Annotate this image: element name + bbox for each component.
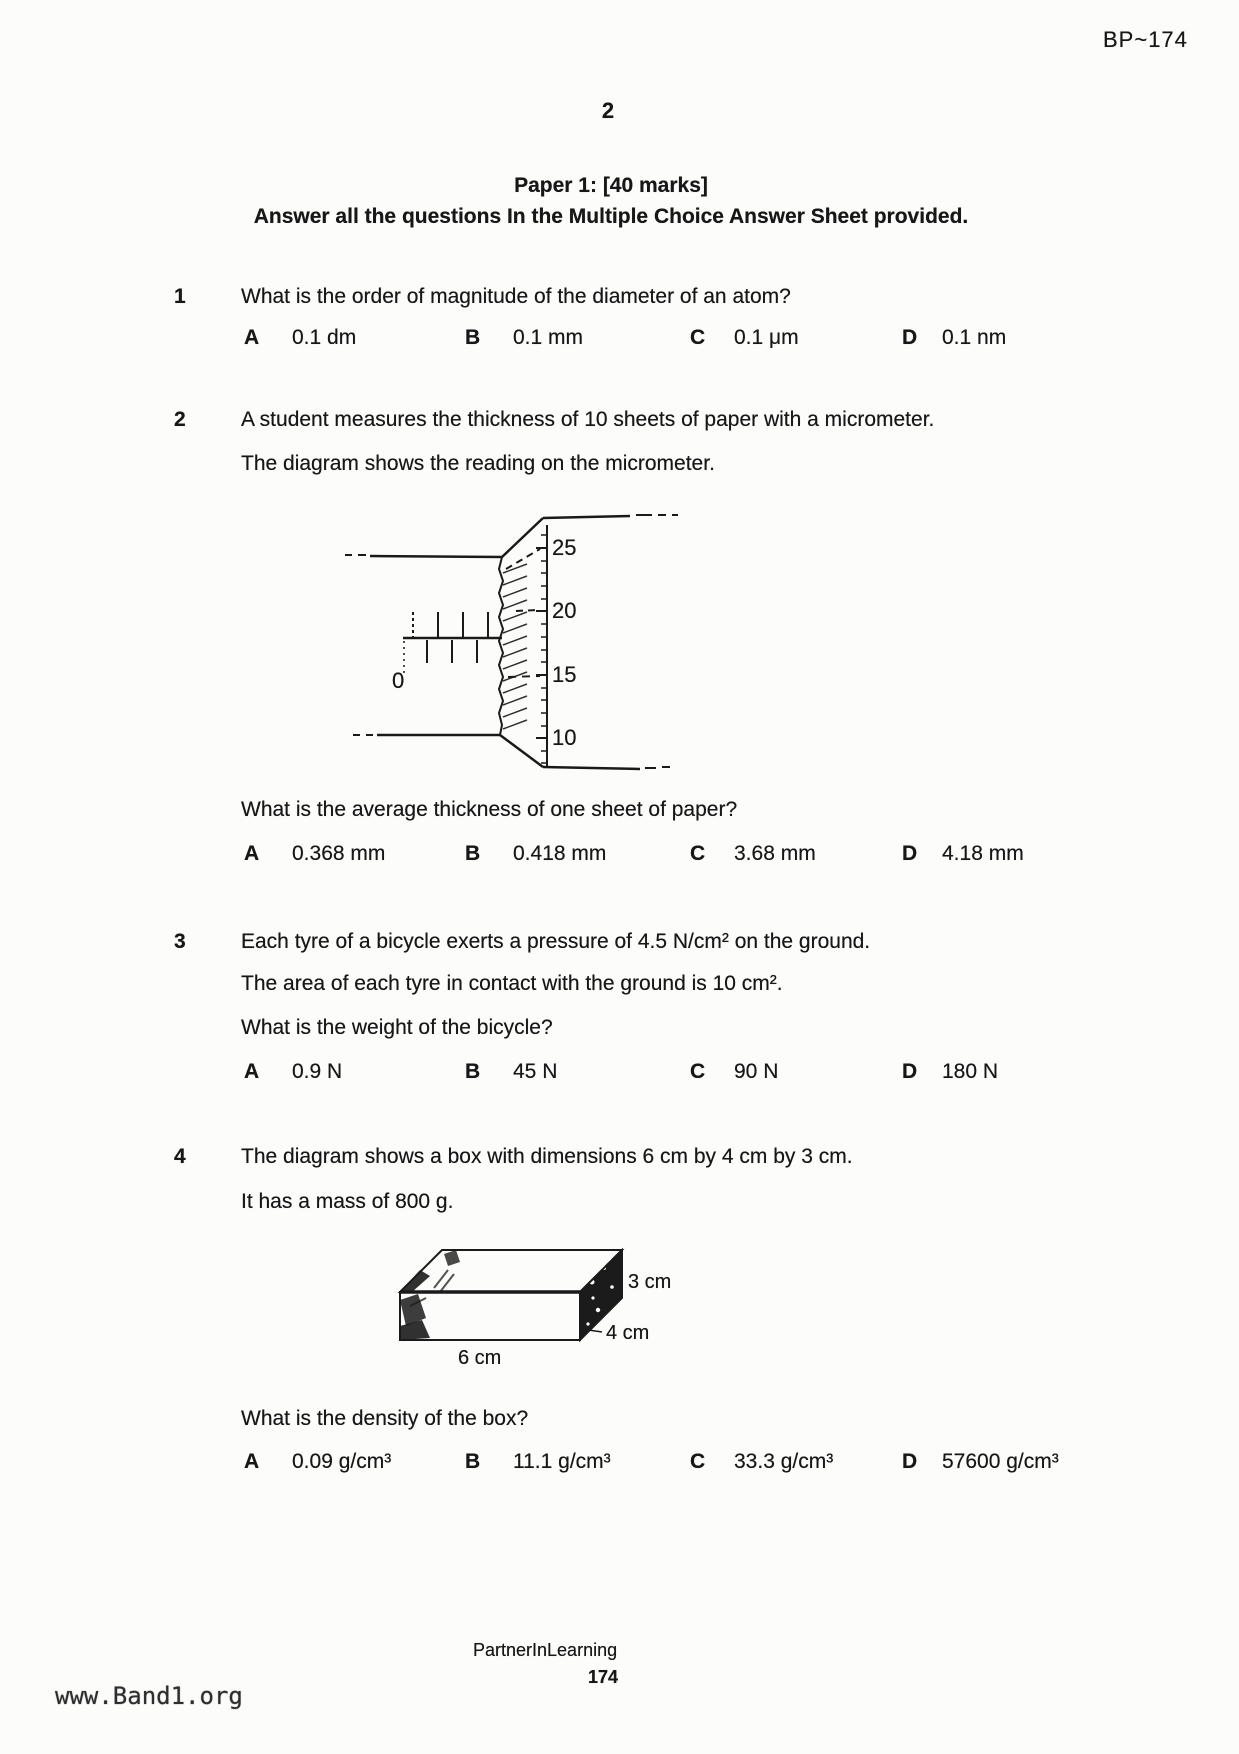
option-value: 0.1 μm [734, 326, 799, 349]
question-1-text: What is the order of magnitude of the diameter of an atom? [241, 285, 791, 308]
option-value: 11.1 g/cm³ [513, 1450, 611, 1473]
paper-title: Paper 1: [40 marks] [514, 174, 708, 197]
question-2-number: 2 [174, 408, 186, 431]
micrometer-diagram [300, 445, 700, 780]
option-letter: C [690, 1450, 706, 1473]
option-letter: A [244, 326, 260, 349]
paper-instruction: Answer all the questions In the Multiple Choice Answer Sheet provided. [253, 205, 969, 228]
question-1-options [244, 326, 1204, 352]
question-2-options [244, 842, 1204, 868]
option-letter: D [902, 1450, 918, 1473]
option-value: 0.1 dm [292, 326, 357, 349]
option-letter: D [902, 1060, 918, 1083]
box-height-label: 3 cm [628, 1271, 672, 1293]
option-value: 4.18 mm [942, 842, 1024, 865]
option-value: 0.418 mm [513, 842, 607, 865]
option-value: 0.9 N [292, 1060, 343, 1083]
question-4-text-line1: The diagram shows a box with dimensions 6 cm by 4 cm by 3 cm. [241, 1145, 853, 1168]
option-letter: C [690, 842, 706, 865]
option-letter: A [244, 1060, 260, 1083]
option-letter: D [902, 326, 918, 349]
option-letter: A [244, 842, 260, 865]
option-letter: B [465, 326, 481, 349]
option-letter: B [465, 1060, 481, 1083]
option-value: 90 N [734, 1060, 779, 1083]
micrometer-thimble-label-10: 10 [552, 725, 577, 750]
option-value: 180 N [942, 1060, 999, 1083]
box-width-label: 6 cm [458, 1347, 502, 1369]
question-4-prompt: What is the density of the box? [241, 1407, 529, 1430]
question-4-text-line2: It has a mass of 800 g. [241, 1190, 454, 1213]
box-depth-label: 4 cm [606, 1322, 650, 1344]
question-2-prompt: What is the average thickness of one sheet of paper? [241, 798, 738, 821]
question-3-prompt: What is the weight of the bicycle? [241, 1016, 553, 1039]
footer-page-number: 174 [588, 1667, 619, 1687]
doc-code: BP~174 [1103, 27, 1188, 52]
option-value: 0.1 mm [513, 326, 584, 349]
option-value: 45 N [513, 1060, 558, 1083]
option-letter: C [690, 1060, 706, 1083]
option-value: 57600 g/cm³ [942, 1450, 1059, 1473]
option-letter: B [465, 1450, 481, 1473]
page-number: 2 [601, 98, 615, 123]
micrometer-thimble-label-20: 20 [552, 598, 577, 623]
option-value: 0.09 g/cm³ [292, 1450, 392, 1473]
question-4-options [244, 1450, 1204, 1476]
micrometer-thimble-label-25: 25 [552, 535, 577, 560]
question-4-number: 4 [174, 1145, 186, 1168]
question-3-options [244, 1060, 1204, 1086]
option-letter: B [465, 842, 481, 865]
question-2-text-line2: The diagram shows the reading on the micrometer. [241, 452, 715, 475]
option-value: 3.68 mm [734, 842, 816, 865]
box-diagram [360, 1240, 700, 1375]
option-value: 0.1 nm [942, 326, 1007, 349]
option-value: 33.3 g/cm³ [734, 1450, 834, 1473]
question-2-text-line1: A student measures the thickness of 10 sheets of paper with a micrometer. [241, 408, 935, 431]
question-3-text-line1: Each tyre of a bicycle exerts a pressure of 4.5 N/cm² on the ground. [241, 930, 871, 953]
option-letter: D [902, 842, 918, 865]
option-letter: C [690, 326, 706, 349]
question-3-text-line2: The area of each tyre in contact with the ground is 10 cm². [241, 972, 783, 995]
footer-brand: PartnerInLearning [473, 1640, 618, 1660]
watermark-url: www.Band1.org [55, 1682, 243, 1710]
option-value: 0.368 mm [292, 842, 386, 865]
option-letter: A [244, 1450, 260, 1473]
micrometer-thimble-label-15: 15 [552, 662, 577, 687]
question-3-number: 3 [174, 930, 186, 953]
question-1-number: 1 [174, 285, 186, 308]
micrometer-main-scale-zero-label: 0 [392, 668, 405, 693]
